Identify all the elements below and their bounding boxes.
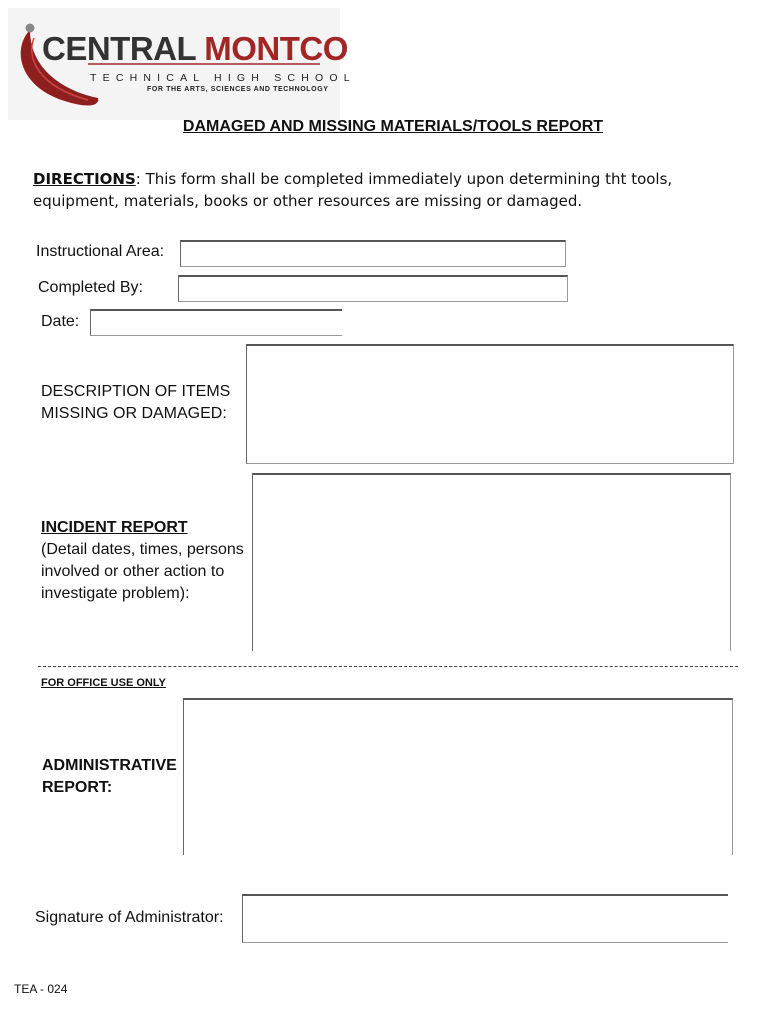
description-field[interactable] bbox=[246, 344, 734, 464]
school-logo bbox=[8, 8, 356, 120]
directions bbox=[33, 168, 758, 212]
administrative-label: ADMINISTRATIVE REPORT: bbox=[42, 757, 177, 796]
completed-by-label: Completed By: bbox=[38, 279, 143, 296]
incident-heading: INCIDENT REPORT bbox=[41, 519, 188, 536]
form-code: TEA - 024 bbox=[14, 982, 68, 996]
signature-label: Signature of Administrator: bbox=[35, 909, 224, 926]
logo-tagline: FOR THE ARTS, SCIENCES AND TECHNOLOGY bbox=[147, 86, 329, 93]
page-title: DAMAGED AND MISSING MATERIALS/TOOLS REPORT bbox=[182, 118, 604, 135]
logo-subtitle: TECHNICAL HIGH SCHOOL bbox=[90, 72, 356, 84]
completed-by-field[interactable] bbox=[178, 275, 568, 302]
logo-wordmark: CENTRAL MONTCO bbox=[42, 30, 348, 67]
directions-lead: DIRECTIONS bbox=[33, 170, 136, 188]
description-label: DESCRIPTION OF ITEMS MISSING OR DAMAGED: bbox=[41, 383, 231, 422]
date-label: Date: bbox=[41, 313, 80, 330]
date-field[interactable] bbox=[90, 309, 342, 336]
instructional-area-label: Instructional Area: bbox=[36, 243, 165, 260]
office-divider bbox=[38, 666, 738, 667]
instructional-area-field[interactable] bbox=[180, 240, 566, 267]
administrative-field[interactable] bbox=[183, 698, 733, 855]
office-use-label: FOR OFFICE USE ONLY bbox=[41, 677, 166, 689]
incident-field[interactable] bbox=[252, 473, 731, 651]
incident-label: INCIDENT REPORT (Detail dates, times, persons involved or other action to investigate problem): bbox=[41, 519, 244, 602]
signature-field[interactable] bbox=[242, 894, 728, 943]
directions-text: : This form shall be completed immediately upon determining tht tools, equipment, materials, books or other resources are missing or damaged. bbox=[33, 170, 673, 210]
